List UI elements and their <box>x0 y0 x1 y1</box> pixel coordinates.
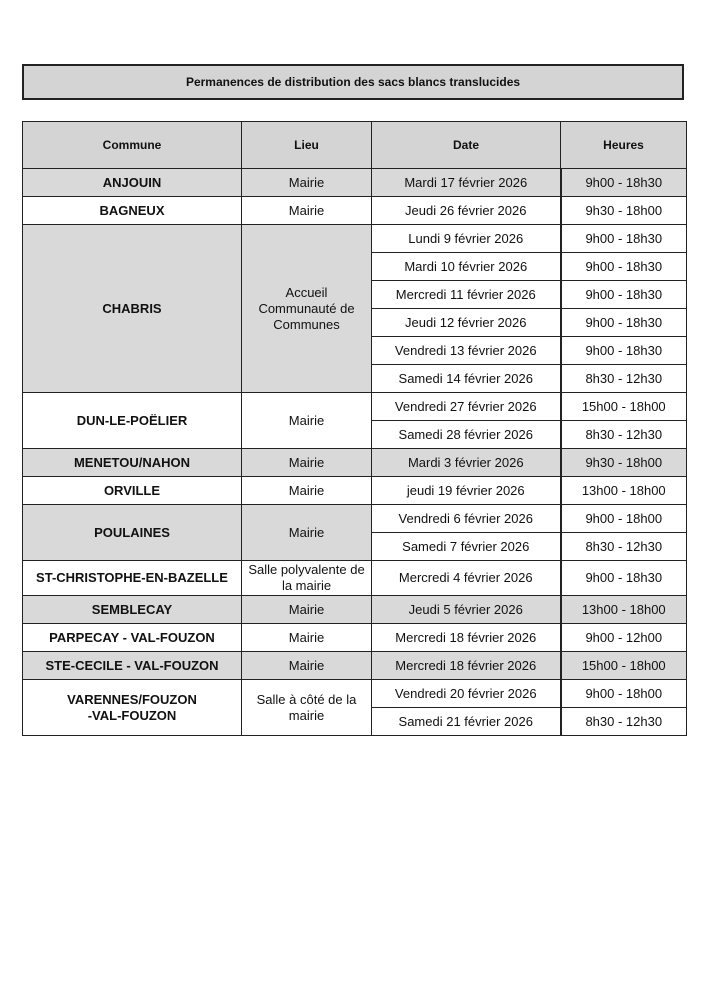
date-cell: Jeudi 12 février 2026 <box>372 309 561 337</box>
date-cell: Jeudi 5 février 2026 <box>372 596 561 624</box>
heures-cell: 9h00 - 18h30 <box>561 561 687 596</box>
lieu-cell: Accueil Communauté de Communes <box>242 225 372 393</box>
lieu-cell: Mairie <box>242 596 372 624</box>
commune-line: -VAL-FOUZON <box>87 707 177 723</box>
commune-cell <box>23 680 242 736</box>
commune-cell: DUN-LE-POËLIER <box>23 393 242 449</box>
lieu-cell: Mairie <box>242 169 372 197</box>
heures-cell: 9h00 - 18h30 <box>561 169 687 197</box>
commune-cell: PARPECAY - VAL-FOUZON <box>23 624 242 652</box>
date-cell: Mardi 17 février 2026 <box>372 169 561 197</box>
header-commune: Commune <box>23 122 242 169</box>
date-cell: Lundi 9 février 2026 <box>372 225 561 253</box>
date-cell: Mercredi 4 février 2026 <box>372 561 561 596</box>
commune-cell: SEMBLECAY <box>23 596 242 624</box>
lieu-cell: Salle à côté de la mairie <box>242 680 372 736</box>
date-cell: Samedi 21 février 2026 <box>372 708 561 736</box>
heures-cell: 13h00 - 18h00 <box>561 596 687 624</box>
table-row <box>23 652 687 680</box>
date-cell: jeudi 19 février 2026 <box>372 477 561 505</box>
table-row <box>23 197 687 225</box>
heures-cell: 8h30 - 12h30 <box>561 421 687 449</box>
heures-cell: 9h00 - 18h00 <box>561 505 687 533</box>
table-row <box>23 596 687 624</box>
commune-cell: ORVILLE <box>23 477 242 505</box>
lieu-cell: Mairie <box>242 652 372 680</box>
table-row <box>23 505 687 533</box>
heures-cell: 9h00 - 18h30 <box>561 225 687 253</box>
date-cell: Mardi 10 février 2026 <box>372 253 561 281</box>
table-row <box>23 449 687 477</box>
lieu-cell: Mairie <box>242 505 372 561</box>
commune-cell: MENETOU/NAHON <box>23 449 242 477</box>
heures-cell: 9h00 - 18h30 <box>561 281 687 309</box>
heures-cell: 13h00 - 18h00 <box>561 477 687 505</box>
heures-cell: 9h00 - 18h30 <box>561 309 687 337</box>
lieu-cell: Mairie <box>242 477 372 505</box>
date-cell: Mercredi 11 février 2026 <box>372 281 561 309</box>
date-cell: Vendredi 6 février 2026 <box>372 505 561 533</box>
heures-cell: 9h00 - 18h30 <box>561 337 687 365</box>
commune-cell: ST-CHRISTOPHE-EN-BAZELLE <box>23 561 242 596</box>
commune-cell: STE-CECILE - VAL-FOUZON <box>23 652 242 680</box>
commune-cell: ANJOUIN <box>23 169 242 197</box>
distribution-schedule-table <box>22 121 687 736</box>
date-cell: Samedi 14 février 2026 <box>372 365 561 393</box>
lieu-cell: Salle polyvalente de la mairie <box>242 561 372 596</box>
date-cell: Vendredi 20 février 2026 <box>372 680 561 708</box>
table-row <box>23 477 687 505</box>
date-cell: Vendredi 13 février 2026 <box>372 337 561 365</box>
date-cell: Jeudi 26 février 2026 <box>372 197 561 225</box>
table-row <box>23 561 687 596</box>
table-row <box>23 680 687 708</box>
header-heures: Heures <box>561 122 687 169</box>
date-cell: Vendredi 27 février 2026 <box>372 393 561 421</box>
heures-cell: 15h00 - 18h00 <box>561 393 687 421</box>
heures-cell: 8h30 - 12h30 <box>561 365 687 393</box>
commune-cell: BAGNEUX <box>23 197 242 225</box>
heures-cell: 9h30 - 18h00 <box>561 449 687 477</box>
table-row <box>23 393 687 421</box>
lieu-cell: Mairie <box>242 197 372 225</box>
document-title: Permanences de distribution des sacs blancs translucides <box>22 64 684 100</box>
commune-cell: POULAINES <box>23 505 242 561</box>
date-cell: Mercredi 18 février 2026 <box>372 652 561 680</box>
heures-cell: 9h30 - 18h00 <box>561 197 687 225</box>
heures-cell: 15h00 - 18h00 <box>561 652 687 680</box>
heures-cell: 8h30 - 12h30 <box>561 533 687 561</box>
commune-line: VARENNES/FOUZON <box>67 691 197 707</box>
heures-cell: 9h00 - 18h00 <box>561 680 687 708</box>
table-row <box>23 169 687 197</box>
date-cell: Samedi 28 février 2026 <box>372 421 561 449</box>
date-cell: Mardi 3 février 2026 <box>372 449 561 477</box>
commune-cell: CHABRIS <box>23 225 242 393</box>
table-row <box>23 225 687 253</box>
header-lieu: Lieu <box>242 122 372 169</box>
lieu-cell: Mairie <box>242 449 372 477</box>
date-cell: Mercredi 18 février 2026 <box>372 624 561 652</box>
header-row <box>23 122 687 169</box>
header-date: Date <box>372 122 561 169</box>
lieu-cell: Mairie <box>242 393 372 449</box>
lieu-cell: Mairie <box>242 624 372 652</box>
table-row <box>23 624 687 652</box>
date-cell: Samedi 7 février 2026 <box>372 533 561 561</box>
heures-cell: 9h00 - 12h00 <box>561 624 687 652</box>
heures-cell: 8h30 - 12h30 <box>561 708 687 736</box>
heures-cell: 9h00 - 18h30 <box>561 253 687 281</box>
